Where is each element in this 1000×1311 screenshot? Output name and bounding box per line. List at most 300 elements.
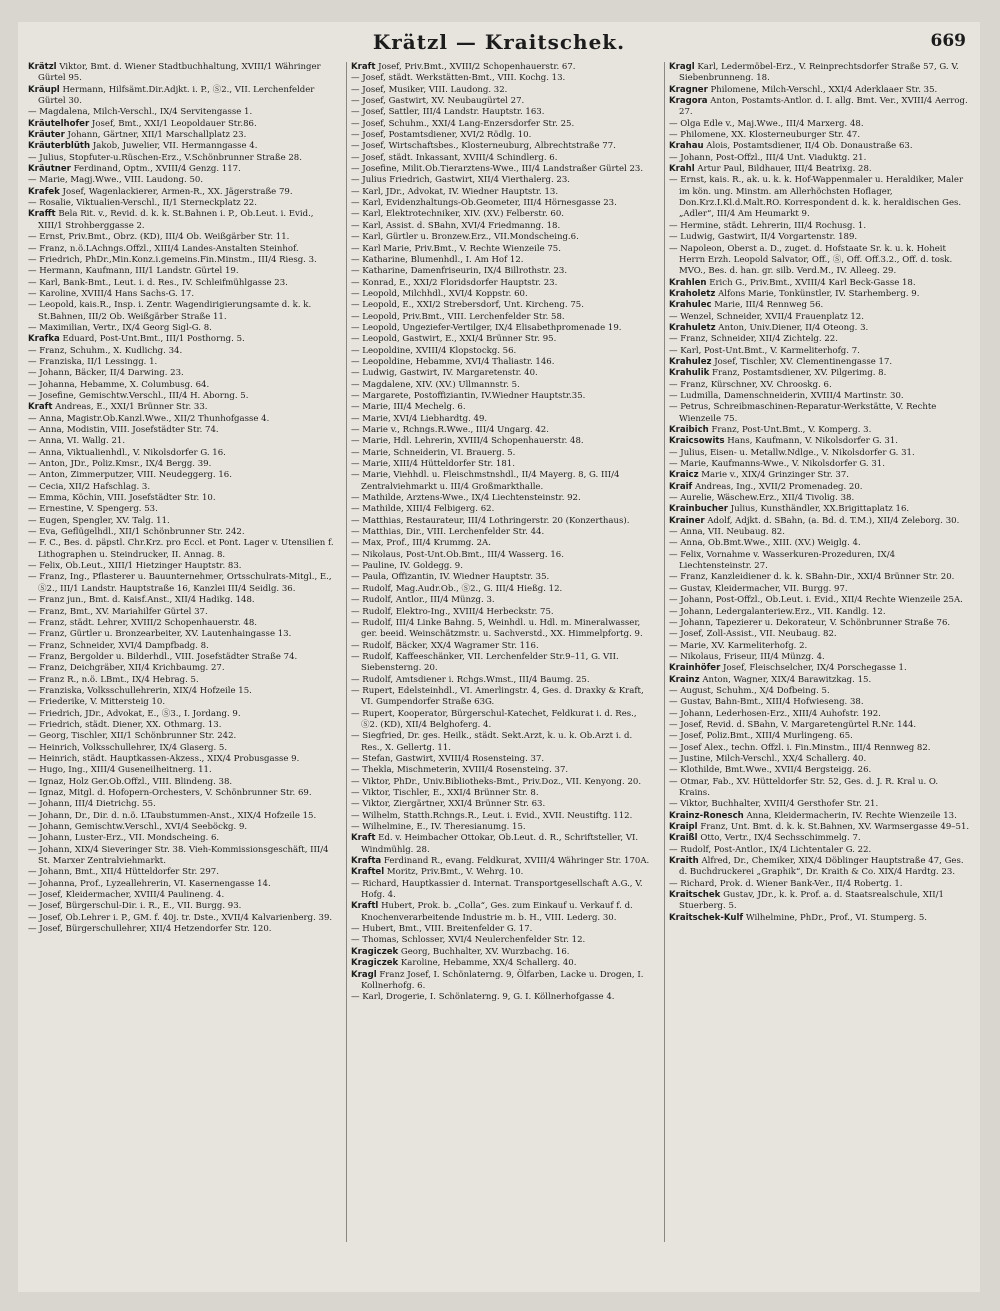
entry-details: Hans, Kaufmann, V. Nikolsdorfer G. 31. bbox=[727, 436, 898, 447]
entry-details: — Friedrich, PhDr.,Min.Konz.i.gemeins.Fin.Minstm., III/4 Riesg. 3. bbox=[28, 254, 317, 265]
entry-details: Marie, III/4 Rennweg 56. bbox=[714, 300, 824, 311]
directory-entry bbox=[669, 913, 970, 924]
directory-entry bbox=[28, 924, 334, 935]
entry-surname: Kraft bbox=[351, 62, 376, 72]
directory-entry bbox=[351, 289, 652, 300]
entry-details: — Magdalena, Milch-Verschl., IX/4 Servitengasse 1. bbox=[28, 107, 253, 118]
entry-details: Josef, Bmt., XXI/1 Leopoldauer Str.86. bbox=[91, 118, 257, 129]
entry-details: — Viktor, Ziergärtner, XXI/4 Brünner Str. 63. bbox=[351, 799, 546, 810]
directory-entry bbox=[351, 198, 652, 209]
entry-surname: Kräuter bbox=[28, 130, 65, 141]
entry-details: — Franz, Kürschner, XV. Chrooskg. 6. bbox=[669, 379, 832, 390]
entry-details: — Mathilde, XIII/4 Felbigerg. 62. bbox=[351, 504, 495, 515]
directory-entry bbox=[669, 221, 970, 232]
entry-details: Wilhelmine, PhDr., Prof., VI. Stumperg. 5. bbox=[745, 912, 927, 923]
entry-details: Karl, Ledermöbel-Erz., V. Reinprechtsdorfer Straße 57, G. V. Siebenbrunneng. 18. bbox=[679, 62, 959, 84]
entry-details: — Katharine, Damenfriseurin, IX/4 Billrothstr. 23. bbox=[351, 266, 568, 277]
entry-details: — Ludmilla, Damenschneiderin, XVIII/4 Martinstr. 30. bbox=[669, 390, 904, 401]
entry-details: — Marie, XVI/4 Liebhardtg. 49. bbox=[351, 413, 488, 424]
entry-details: — Gustav, Bahn-Bmt., XIII/4 Hofwieseng. 38. bbox=[669, 697, 864, 708]
entry-details: — Karoline, XVIII/4 Hans Sachs-G. 17. bbox=[28, 288, 195, 299]
directory-entry bbox=[351, 833, 652, 856]
entry-details: — Josef Alex., techn. Offzl. i. Fin.Minstm., III/4 Rennweg 82. bbox=[669, 742, 931, 753]
entry-details: — Julius, Stopfuter-u.Rüschen-Erz., V.Schönbrunner Straße 28. bbox=[28, 152, 302, 163]
directory-entry bbox=[351, 470, 652, 493]
entry-details: — Marie, Magj.Wwe., VIII. Laudong. 50. bbox=[28, 175, 204, 186]
entry-details: Gustav, JDr., k. k. Prof. a. d. Staatsrealschule, XII/1 Stuerberg. 5. bbox=[679, 890, 944, 912]
directory-entry bbox=[669, 164, 970, 175]
directory-entry bbox=[351, 334, 652, 345]
entry-details: — Viktor, PhDr., Univ.Bibliotheks-Bmt., Priv.Doz., VII. Kenyong. 20. bbox=[351, 776, 642, 787]
entry-details: — Anna, VII. Neubaug. 82. bbox=[669, 527, 785, 538]
directory-entry bbox=[28, 141, 334, 152]
entry-details: — Siegfried, Dr. ges. Heilk., städt. Sekt.Arzt, k. u. k. Ob.Arzt i. d. Res., X. Gellertg. 11. bbox=[351, 731, 633, 753]
directory-entry bbox=[669, 85, 970, 96]
directory-entry bbox=[351, 232, 652, 243]
entry-details: — Johann, Lederhosen-Erz., XIII/4 Auhofstr. 192. bbox=[669, 708, 881, 719]
entry-details: — Heinrich, Volksschullehrer, IX/4 Glaserg. 5. bbox=[28, 742, 228, 753]
directory-entry bbox=[351, 867, 652, 878]
entry-details: — Johanna, Prof., Lyzeallehrerin, VI. Kasernengasse 14. bbox=[28, 878, 271, 889]
entry-details: — Friedrich, JDr., Advokat, E., Ⓢ3., I. Jordang. 9. bbox=[28, 708, 241, 719]
entry-details: — Karl, Elektrotechniker, XIV. (XV.) Felberstr. 60. bbox=[351, 209, 565, 220]
entry-details: — Wenzel, Schneider, XVII/4 Frauenplatz 12. bbox=[669, 311, 864, 322]
entry-details: — Franz, Gürtler u. Bronzearbeiter, XV. Lautenhaingasse 13. bbox=[28, 629, 292, 640]
entry-details: — Johann, III/4 Dietrichg. 55. bbox=[28, 799, 156, 810]
directory-entry bbox=[669, 890, 970, 913]
directory-entry bbox=[351, 572, 652, 583]
directory-entry bbox=[351, 958, 652, 969]
directory-entry bbox=[351, 504, 652, 515]
entry-details: — Anna, Viktualienhdl., V. Nikolsdorfer G. 16. bbox=[28, 447, 226, 458]
directory-entry bbox=[28, 175, 334, 186]
directory-entry bbox=[669, 641, 970, 652]
directory-entry bbox=[28, 743, 334, 754]
entry-surname: Kraif bbox=[669, 481, 693, 492]
entry-details: — Viktor, Buchhalter, XVIII/4 Gersthofer Str. 21. bbox=[669, 799, 879, 810]
directory-entry bbox=[351, 754, 652, 765]
entry-details: — Franz, Deichgräber, XII/4 Krichbaumg. 27. bbox=[28, 663, 225, 674]
directory-entry bbox=[28, 255, 334, 266]
entry-details: Franz, Unt. Bmt. d. k. k. St.Bahnen, XV. Warmsergasse 49–51. bbox=[700, 822, 970, 833]
directory-entry bbox=[28, 765, 334, 776]
entry-details: Julius, Kunsthändler, XX.Brigittaplatz 16. bbox=[730, 504, 910, 515]
directory-entry bbox=[351, 459, 652, 470]
directory-entry bbox=[351, 788, 652, 799]
entry-details: — Josef, Revid. d. SBahn, V. Margaretengürtel R.Nr. 144. bbox=[669, 719, 917, 730]
directory-entry bbox=[669, 879, 970, 890]
entry-details: — Johann, Ledergalanteriew.Erz., VII. Kandlg. 12. bbox=[669, 606, 886, 617]
directory-entry bbox=[28, 572, 334, 595]
entry-details: — Karl, Post-Unt.Bmt., V. Karmeliterhofg. 7. bbox=[669, 345, 860, 356]
directory-entry bbox=[28, 278, 334, 289]
directory-entry bbox=[28, 119, 334, 130]
page-header bbox=[18, 30, 980, 60]
directory-entry bbox=[28, 686, 334, 697]
entry-details: — Franz, Ing., Pflasterer u. Bauunternehmer, Ortsschulrats-Mitgl., E., Ⓢ2., III/1 Landstr. Hauptstraße 16, Kanzlei III/4 Seidlg. 36. bbox=[28, 572, 332, 594]
directory-entry bbox=[351, 221, 652, 232]
entry-details: — Marie, XIII/4 Hütteldorfer Str. 181. bbox=[351, 459, 515, 470]
directory-entry bbox=[28, 788, 334, 799]
directory-entry bbox=[351, 777, 652, 788]
directory-entry bbox=[351, 62, 652, 73]
entry-details: — Josef, Bürgerschullehrer, XII/4 Hetzendorfer Str. 120. bbox=[28, 924, 272, 935]
directory-entry bbox=[669, 323, 970, 334]
entry-surname: Krafft bbox=[28, 209, 56, 220]
entry-surname: Kraißl bbox=[669, 833, 698, 844]
directory-entry bbox=[28, 561, 334, 572]
directory-entry bbox=[669, 470, 970, 481]
entry-details: — Wilhelmine, E., IV. Theresianumg. 15. bbox=[351, 822, 526, 833]
entry-details: — Stefan, Gastwirt, XVIII/4 Rosensteing. 37. bbox=[351, 753, 545, 764]
directory-entry bbox=[28, 595, 334, 606]
directory-entry bbox=[669, 119, 970, 130]
directory-entry bbox=[28, 629, 334, 640]
directory-entry bbox=[351, 970, 652, 993]
entry-details: Philomene, Milch-Verschl., XXI/4 Aderklaaer Str. 35. bbox=[710, 84, 938, 95]
directory-entry bbox=[28, 504, 334, 515]
entry-details: — Franziska, II/1 Lessingg. 1. bbox=[28, 356, 158, 367]
directory-entry bbox=[669, 289, 970, 300]
directory-entry bbox=[669, 482, 970, 493]
directory-entry bbox=[28, 913, 334, 924]
entry-details: — Karl, JDr., Advokat, IV. Wiedner Hauptstr. 13. bbox=[351, 186, 559, 197]
page-number: 669 bbox=[930, 31, 966, 51]
entry-details: Josef, Tischler, XV. Clementinengasse 17. bbox=[714, 356, 893, 367]
entry-details: — Franz, Schuhm., X. Kudlichg. 34. bbox=[28, 345, 183, 356]
directory-entry bbox=[28, 697, 334, 708]
directory-entry bbox=[28, 527, 334, 538]
entry-details: — Anna, Ob.Bmt.Wwe., XIII. (XV.) Weiglg. 4. bbox=[669, 538, 861, 549]
entry-details: — August, Schuhm., X/4 Dofbeing. 5. bbox=[669, 685, 830, 696]
directory-entry bbox=[669, 629, 970, 640]
directory-entry bbox=[351, 402, 652, 413]
entry-details: — Emma, Köchin, VIII. Josefstädter Str. 10. bbox=[28, 493, 216, 504]
directory-entry bbox=[669, 811, 970, 822]
entry-details: — Johanna, Hebamme, X. Columbusg. 64. bbox=[28, 379, 210, 390]
directory-entry bbox=[351, 652, 652, 675]
directory-entry bbox=[669, 822, 970, 833]
entry-details: — Rupert, Kooperator, Bürgerschul-Katechet, Feldkurat i. d. Res., Ⓢ2. (KD), XII/4 Belghoferg. 4. bbox=[351, 708, 637, 730]
entry-surname: Kraholetz bbox=[669, 288, 716, 299]
directory-entry bbox=[669, 527, 970, 538]
directory-entry bbox=[351, 641, 652, 652]
entry-details: — Max, Prof., III/4 Krummg. 2A. bbox=[351, 538, 491, 549]
directory-entry bbox=[669, 493, 970, 504]
directory-entry bbox=[351, 141, 652, 152]
entry-details: — Josef, Sattler, III/4 Landstr. Hauptstr. 163. bbox=[351, 107, 545, 118]
entry-details: — Eva, Geflügelhdl., XII/1 Schönbrunner Str. 242. bbox=[28, 527, 245, 538]
entry-details: — Ernst, kais. R., ak. u. k. k. Hof-Wappenmaler u. Heraldiker, Maler im kön. ung. Minstm. am Allerhöchsten Hoflager, Don.Krz.I.Kl.d.Malt.RO. Korrespondent d. k. k. heraldischen Ges. „Adler“, III/4 Am Heumarkt 9. bbox=[669, 175, 964, 220]
directory-entry bbox=[28, 323, 334, 334]
entry-details: Anton, Postamts-Antlor. d. I. allg. Bmt. Ver., XVIII/4 Aerrog. 27. bbox=[679, 96, 968, 118]
directory-entry bbox=[669, 754, 970, 765]
directory-entry bbox=[669, 845, 970, 856]
directory-entry bbox=[28, 380, 334, 391]
entry-surname: Kragiczek bbox=[351, 946, 399, 957]
entry-details: — Hermann, Kaufmann, III/1 Landstr. Gürtel 19. bbox=[28, 266, 239, 277]
directory-entry bbox=[351, 856, 652, 867]
entry-surname: Krahulik bbox=[669, 368, 710, 379]
directory-entry bbox=[28, 266, 334, 277]
entry-details: Anna, Kleidermacherin, IV. Rechte Wienzeile 13. bbox=[746, 810, 957, 821]
entry-details: Ferdinand, Optm., XVIII/4 Genzg. 117. bbox=[73, 164, 241, 175]
page-title: Krätzl — Kraitschek. bbox=[372, 30, 626, 54]
entry-details: Alfons Marie, Tonkünstler, IV. Starhemberg. 9. bbox=[718, 288, 920, 299]
entry-details: Bela Rit. v., Revid. d. k. k. St.Bahnen i. P., Ob.Leut. i. Evid., XIII/1 Strohberggasse 2. bbox=[38, 209, 314, 231]
entry-details: Josef, Fleischselcher, IX/4 Porschegasse 1. bbox=[723, 663, 907, 674]
entry-details: — Aurelie, Wäschew.Erz., XII/4 Tivolig. 38. bbox=[669, 493, 855, 504]
entry-details: — Anton, Zimmerputzer, VIII. Neudeggerg. 16. bbox=[28, 470, 232, 481]
directory-entry bbox=[351, 822, 652, 833]
entry-details: — F. C., Bes. d. päpstl. Chr.Krz. pro Eccl. et Pont. Lager v. Utensilien f. Lithographen u. Steindrucker, II. Annag. 8. bbox=[28, 538, 334, 560]
directory-entry bbox=[351, 312, 652, 323]
entry-details: — Josef, Wirtschaftsbes., Klosterneuburg, Albrechtstraße 77. bbox=[351, 141, 616, 152]
directory-entry bbox=[28, 436, 334, 447]
directory-entry bbox=[28, 289, 334, 300]
directory-entry bbox=[669, 278, 970, 289]
entry-surname: Krainz-Ronesch bbox=[669, 810, 744, 821]
entry-details: — Leopold, Ungeziefer-Vertilger, IX/4 Elisabethpromenade 19. bbox=[351, 322, 622, 333]
entry-details: Jakob, Juwelier, VII. Hermanngasse 4. bbox=[92, 141, 258, 152]
directory-entry bbox=[669, 720, 970, 731]
entry-details: Josef, Wagenlackierer, Armen-R., XX. Jägerstraße 79. bbox=[62, 186, 293, 197]
entry-details: — Richard, Prok. d. Wiener Bank-Ver., II/4 Robertg. 1. bbox=[669, 878, 903, 889]
entry-details: — Franz, n.ö.LAchngs.Offzl., XIII/4 Landes-Anstalten Steinhof. bbox=[28, 243, 299, 254]
directory-entry bbox=[28, 85, 334, 108]
directory-entry bbox=[351, 187, 652, 198]
entry-surname: Kräupl bbox=[28, 84, 60, 95]
directory-entry bbox=[351, 516, 652, 527]
entry-details: — Marie, XV. Karmeliterhofg. 2. bbox=[669, 640, 808, 651]
directory-entry bbox=[669, 686, 970, 697]
directory-entry bbox=[351, 175, 652, 186]
entry-details: Otto, Vertr., IX/4 Sechsschimmelg. 7. bbox=[700, 833, 861, 844]
directory-entry bbox=[28, 62, 334, 85]
entry-details: — Johann, Luster-Erz., VII. Mondscheing. 6. bbox=[28, 833, 220, 844]
directory-entry bbox=[351, 448, 652, 459]
entry-details: — Ignaz, Mitgl. d. Hofopern-Orchesters, V. Schönbrunner Str. 69. bbox=[28, 788, 312, 798]
entry-details: — Nikolaus, Post-Unt.Ob.Bmt., III/4 Wasserg. 16. bbox=[351, 549, 564, 560]
entry-details: — Rudolf, III/4 Linke Bahng. 5, Weinhdl. u. Hdl. m. Mineralwasser, ger. beeid. Weinschätzmstr. u. Sachverstd., XX. Himmelpfortg. 9. bbox=[351, 617, 643, 640]
directory-entry bbox=[669, 175, 970, 220]
column-right bbox=[664, 62, 970, 1242]
directory-entry bbox=[669, 448, 970, 459]
entry-details: — Matthias, Dir., VIII. Lerchenfelder Str. 44. bbox=[351, 527, 545, 538]
directory-page bbox=[18, 22, 980, 1292]
entry-details: Marie v., XIX/4 Grinzinger Str. 37. bbox=[701, 470, 849, 481]
directory-entry bbox=[669, 96, 970, 119]
directory-entry bbox=[351, 391, 652, 402]
directory-entry bbox=[669, 550, 970, 573]
directory-entry bbox=[351, 436, 652, 447]
entry-details: — Leopold, Gastwirt, E., XXI/4 Brünner Str. 95. bbox=[351, 334, 557, 345]
entry-details: — Ernst, Priv.Bmt., Obrz. (KD), III/4 Ob. Weißgärber Str. 11. bbox=[28, 232, 290, 243]
entry-details: — Franz, Bergolder u. Bilderhdl., VIII. Josefstädter Straße 74. bbox=[28, 651, 298, 662]
entry-details: — Magdalene, XIV. (XV.) Ullmannstr. 5. bbox=[351, 379, 520, 390]
directory-entry bbox=[351, 380, 652, 391]
entry-details: — Rudolf, Kaffeeschänker, VII. Lerchenfelder Str.9–11, G. VII. Siebensterng. 20. bbox=[351, 651, 619, 674]
entry-details: — Franz, Kanzleidiener d. k. k. SBahn-Dir., XXI/4 Brünner Str. 20. bbox=[669, 572, 955, 583]
entry-details: — Marie, III/4 Mechelg. 6. bbox=[351, 402, 466, 413]
entry-details: — Franz, Bmt., XV. Mariahilfer Gürtel 37. bbox=[28, 606, 208, 617]
directory-entry bbox=[351, 425, 652, 436]
directory-entry bbox=[669, 504, 970, 515]
entry-details: — Olga Edle v., Maj.Wwe., III/4 Marxerg. 48. bbox=[669, 118, 864, 129]
directory-entry bbox=[28, 346, 334, 357]
entry-details: — Franziska, Volksschullehrerin, XIX/4 Hofzeile 15. bbox=[28, 685, 252, 696]
entry-details: — Wilhelm, Statth.Rchngs.R., Leut. i. Evid., XVII. Neustiftg. 112. bbox=[351, 810, 633, 821]
entry-surname: Kragora bbox=[669, 96, 708, 107]
entry-details: — Friedrich, städt. Diener, XX. Othmarg. 13. bbox=[28, 719, 222, 730]
entry-details: — Josef, Kleidermacher, XVIII/4 Paulineng. 4. bbox=[28, 890, 225, 901]
entry-details: — Johann, Bäcker, II/4 Darwing. 23. bbox=[28, 368, 184, 379]
entry-surname: Kraftel bbox=[351, 867, 385, 878]
directory-entry bbox=[351, 947, 652, 958]
directory-columns bbox=[28, 62, 970, 1242]
entry-details: — Marie, Hdl. Lehrerin, XVIII/4 Schopenhauerstr. 48. bbox=[351, 436, 584, 447]
entry-surname: Kräutelhofer bbox=[28, 118, 90, 129]
directory-entry bbox=[28, 675, 334, 686]
entry-details: — Johann, Gemischtw.Verschl., XVI/4 Seeböckg. 9. bbox=[28, 822, 248, 833]
entry-details: — Franz R., n.ö. LBmt., IX/4 Hebrag. 5. bbox=[28, 674, 199, 685]
directory-entry bbox=[28, 368, 334, 379]
directory-entry bbox=[28, 459, 334, 470]
entry-details: Franz, Post-Unt.Bmt., V. Komperg. 3. bbox=[711, 425, 872, 435]
directory-entry bbox=[351, 266, 652, 277]
entry-details: — Ludwig, Gastwirt, II/4 Vorgartenstr. 189. bbox=[669, 232, 858, 243]
directory-entry bbox=[669, 799, 970, 810]
directory-entry bbox=[669, 743, 970, 754]
entry-details: — Rudolf, Antlor., III/4 Münzg. 3. bbox=[351, 595, 495, 606]
directory-entry bbox=[28, 232, 334, 243]
directory-entry bbox=[28, 901, 334, 912]
directory-entry bbox=[669, 141, 970, 152]
directory-entry bbox=[351, 73, 652, 84]
directory-entry bbox=[669, 652, 970, 663]
entry-details: Eduard, Post-Unt.Bmt., III/1 Posthorng. 5. bbox=[62, 334, 245, 345]
directory-entry bbox=[669, 357, 970, 368]
entry-details: — Josef, Zoll-Assist., VII. Neubaug. 82. bbox=[669, 629, 837, 640]
directory-entry bbox=[669, 346, 970, 357]
entry-details: — Katharine, Blumenhdl., I. Am Hof 12. bbox=[351, 254, 524, 265]
directory-entry bbox=[351, 164, 652, 175]
entry-surname: Kraitschek bbox=[669, 890, 721, 901]
directory-entry bbox=[28, 618, 334, 629]
entry-details: — Klothilde, Bmt.Wwe., XVII/4 Bergsteigg. 26. bbox=[669, 765, 872, 776]
entry-details: — Rudolf, Amtsdiener i. Rchgs.Wmst., III/4 Baumg. 25. bbox=[351, 674, 590, 685]
entry-surname: Kräutner bbox=[28, 164, 71, 175]
entry-details: — Leopold, E., XXI/2 Strebersdorf, Unt. Kircheng. 75. bbox=[351, 300, 584, 311]
directory-entry bbox=[669, 572, 970, 583]
directory-entry bbox=[669, 391, 970, 402]
entry-details: Johann, Gärtner, XII/1 Marschallplatz 23. bbox=[67, 130, 247, 141]
directory-entry bbox=[669, 402, 970, 425]
directory-entry bbox=[351, 346, 652, 357]
directory-entry bbox=[669, 436, 970, 447]
entry-details: Viktor, Bmt. d. Wiener Stadtbuchhaltung, XVIII/1 Währinger Gürtel 95. bbox=[38, 62, 321, 84]
entry-details: — Anna, Magistr.Ob.Kanzl.Wwe., XII/2 Thunhofgasse 4. bbox=[28, 413, 270, 424]
entry-details: Adolf, Adjkt. d. SBahn, (a. Bd. d. T.M.), XII/4 Zeleborg. 30. bbox=[707, 515, 960, 526]
column-middle bbox=[346, 62, 652, 1242]
directory-entry bbox=[351, 414, 652, 425]
directory-entry bbox=[28, 516, 334, 527]
entry-details: Moritz, Priv.Bmt., V. Wehrg. 10. bbox=[386, 867, 524, 878]
entry-details: — Rupert, Edelsteinhdl., VI. Amerlingstr. 4, Ges. d. Draxky & Kraft, VI. Gumpendorfer Straße 63G. bbox=[351, 685, 644, 708]
entry-details: — Marie, Kaufmanns-Wwe., V. Nikolsdorfer G. 31. bbox=[669, 459, 885, 470]
directory-entry bbox=[669, 833, 970, 844]
entry-details: — Marie, Schneiderin, VI. Brauerg. 5. bbox=[351, 447, 516, 458]
directory-entry bbox=[28, 198, 334, 209]
entry-details: — Paula, Offizantin, IV. Wiedner Hauptstr. 35. bbox=[351, 572, 550, 583]
directory-entry bbox=[669, 697, 970, 708]
directory-entry bbox=[351, 119, 652, 130]
entry-details: — Konrad, E., XXI/2 Floridsdorfer Hauptstr. 23. bbox=[351, 277, 558, 288]
directory-entry bbox=[669, 607, 970, 618]
entry-details: — Karl, Evidenzhaltungs-Ob.Geometer, III/4 Hörnesgasse 23. bbox=[351, 198, 617, 209]
entry-surname: Krahau bbox=[669, 141, 704, 152]
directory-entry bbox=[28, 720, 334, 731]
entry-details: — Otmar, Fab., XV. Hütteldorfer Str. 52, Ges. d. J. R. Kral u. O. Krains. bbox=[669, 776, 939, 798]
entry-details: Anton, Univ.Diener, II/4 Oteong. 3. bbox=[718, 322, 869, 333]
directory-entry bbox=[351, 493, 652, 504]
entry-details: — Josef, Poliz.Bmt., XIII/4 Murlingeng. 65. bbox=[669, 731, 853, 742]
directory-entry bbox=[28, 652, 334, 663]
directory-entry bbox=[28, 334, 334, 345]
entry-details: — Josef, Postamtsdiener, XVI/2 Rödlg. 10. bbox=[351, 130, 532, 141]
entry-details: — Josef, städt. Inkassant, XVIII/4 Schindlerg. 6. bbox=[351, 152, 558, 163]
entry-surname: Kragner bbox=[669, 84, 708, 95]
directory-entry bbox=[669, 618, 970, 629]
entry-details: Anton, Wagner, XIX/4 Barawitzkag. 15. bbox=[702, 674, 872, 685]
directory-entry bbox=[351, 550, 652, 561]
entry-surname: Kraipl bbox=[669, 822, 698, 833]
directory-entry bbox=[669, 244, 970, 278]
directory-entry bbox=[28, 187, 334, 198]
directory-entry bbox=[669, 368, 970, 379]
directory-entry bbox=[351, 607, 652, 618]
entry-surname: Kraith bbox=[669, 856, 699, 867]
entry-surname: Kraibich bbox=[669, 425, 709, 435]
directory-entry bbox=[669, 731, 970, 742]
directory-entry bbox=[669, 709, 970, 720]
entry-details: — Karl, Assist. d. SBahn, XVI/4 Friedmanng. 18. bbox=[351, 220, 561, 231]
directory-entry bbox=[351, 85, 652, 96]
entry-details: — Franz, Schneider, XII/4 Zichtelg. 22. bbox=[669, 334, 838, 345]
directory-entry bbox=[669, 856, 970, 879]
entry-surname: Krainhöfer bbox=[669, 663, 721, 674]
entry-details: — Felix, Ob.Leut., XIII/1 Hietzinger Hauptstr. 83. bbox=[28, 561, 242, 572]
entry-surname: Krafka bbox=[28, 334, 60, 345]
entry-surname: Krainz bbox=[669, 674, 700, 685]
entry-details: Ed. v. Heimbacher Ottokar, Ob.Leut. d. R., Schriftsteller, VI. Windmühlg. 28. bbox=[361, 833, 639, 855]
entry-details: Ferdinand R., evang. Feldkurat, XVIII/4 Währinger Str. 170A. bbox=[383, 856, 650, 867]
entry-details: — Pauline, IV. Goldegg. 9. bbox=[351, 561, 463, 572]
entry-details: — Karl, Bank-Bmt., Leut. i. d. Res., IV. Schleifmühlgasse 23. bbox=[28, 277, 288, 288]
entry-details: — Rudolf, Mag.Audr.Ob., Ⓢ2., G. III/4 Hießg. 12. bbox=[351, 583, 563, 594]
directory-entry bbox=[351, 244, 652, 255]
entry-surname: Kraft bbox=[351, 833, 376, 844]
entry-surname: Kragiczek bbox=[351, 958, 399, 969]
entry-details: — Richard, Hauptkassier d. Internat. Transportgesellschaft A.G., V. Hofg. 4. bbox=[351, 878, 643, 901]
entry-surname: Kraicsowits bbox=[669, 436, 725, 447]
entry-details: — Franz, Schneider, XVI/4 Dampfbadg. 8. bbox=[28, 640, 209, 651]
directory-entry bbox=[351, 765, 652, 776]
entry-details: — Josef, Bürgerschul-Dir. i. R., E., VII. Burgg. 93. bbox=[28, 901, 242, 912]
directory-entry bbox=[669, 675, 970, 686]
directory-entry bbox=[28, 414, 334, 425]
entry-details: — Johann, Post-Offzl., Ob.Leut. i. Evid., XII/4 Rechte Wienzeile 25A. bbox=[669, 595, 963, 606]
